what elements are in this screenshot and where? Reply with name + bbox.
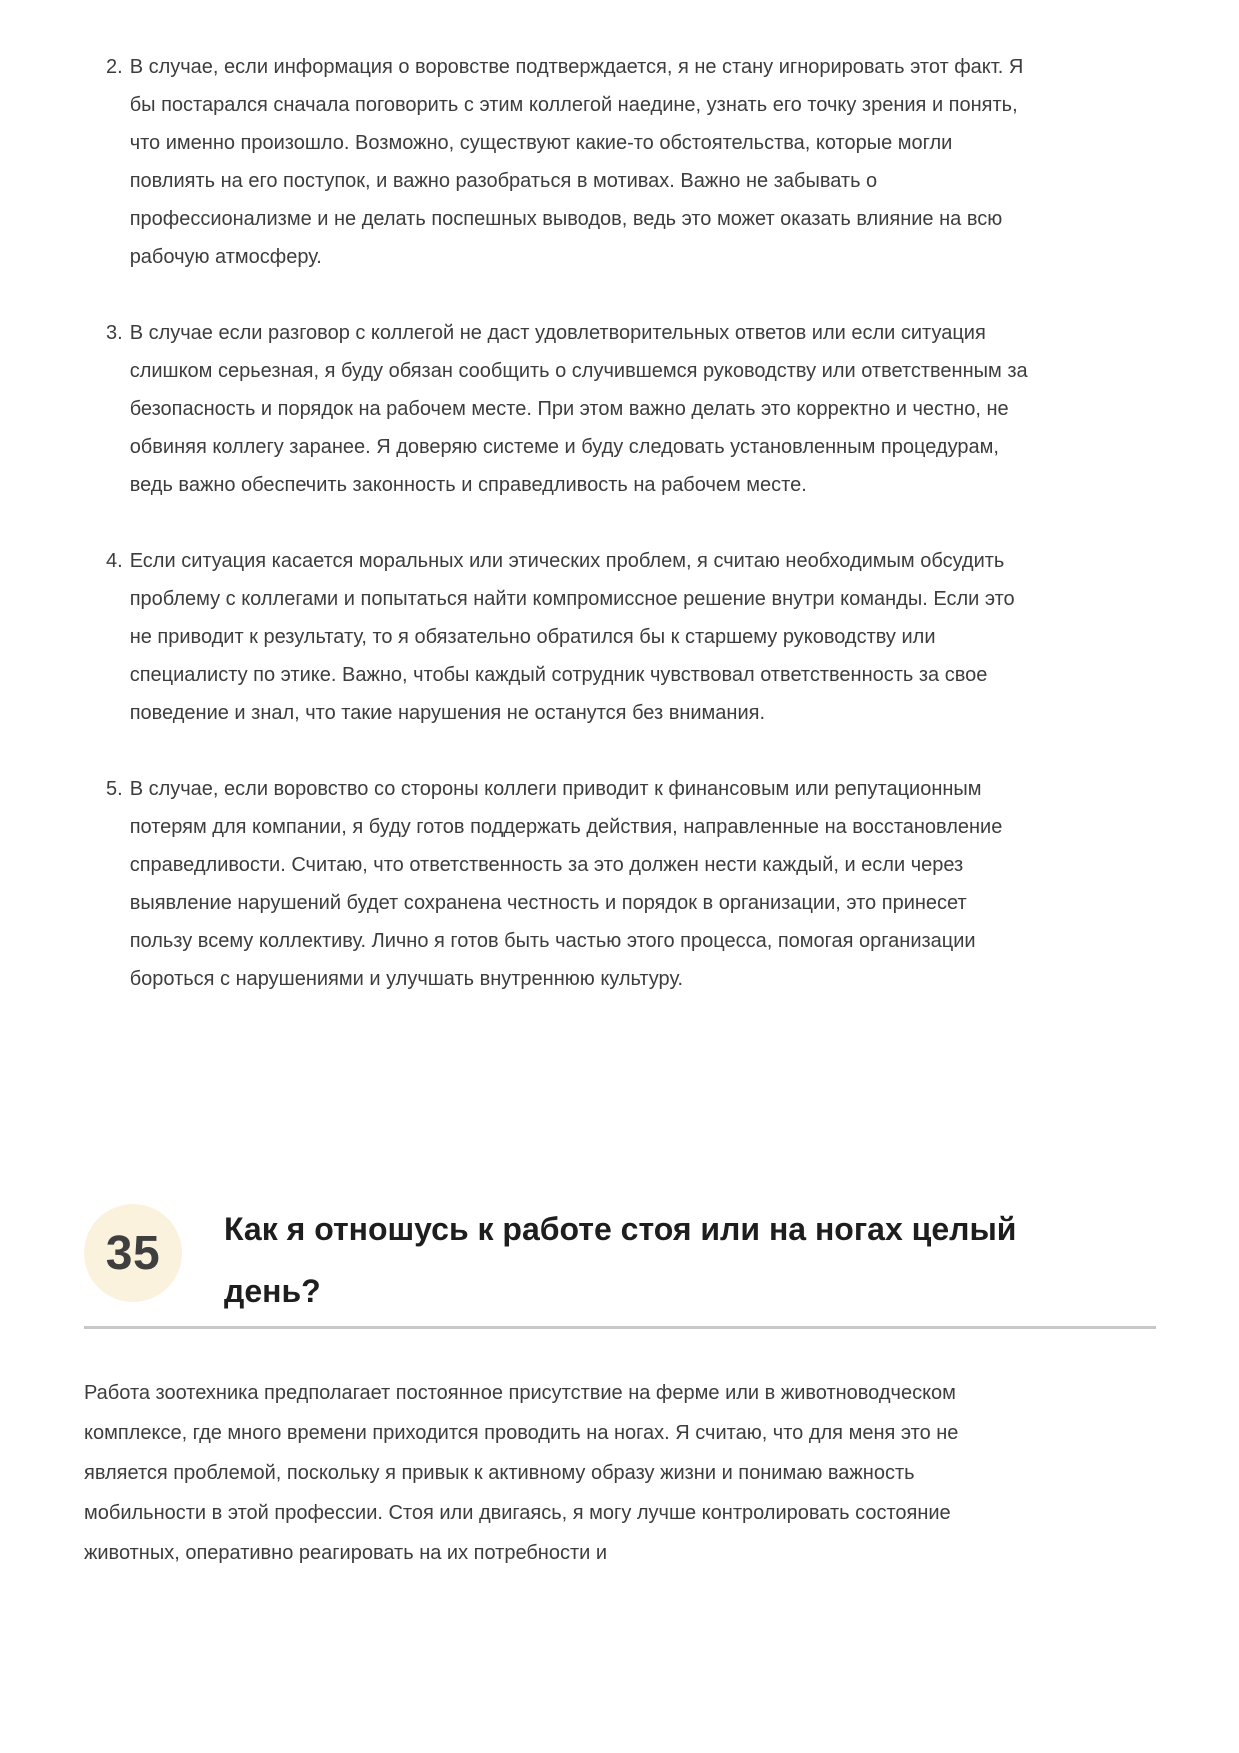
list-item-number: 3. [106, 322, 123, 344]
list-item [84, 48, 1156, 276]
question-header [84, 1198, 1156, 1322]
list-item [84, 770, 1156, 998]
answer-paragraph: Работа зоотехника предполагает постоянное присутствие на ферме или в животноводческом комплексе, где много времени приходится проводить на ногах. Я считаю, что для меня это не является проблемой, поскольку я привык к активному образу жизни и понимаю важность мобильности в этой профессии. Стоя или двигаясь, я могу лучше контролировать состояние животных, оперативно реагировать на их потребности и [84, 1382, 959, 1564]
list-item-text: В случае если разговор с коллегой не даст удовлетворительных ответов или если ситуация слишком серьезная, я буду обязан сообщить о случившемся руководству или ответственным за безопасность и порядок на рабочем месте. При этом важно делать это корректно и честно, не обвиняя коллегу заранее. Я доверяю системе и буду следовать установленным процедурам, ведь важно обеспечить законность и справедливость на рабочем месте. [129, 322, 1028, 496]
list-item-text: Если ситуация касается моральных или этических проблем, я считаю необходимым обсудить проблему с коллегами и попытаться найти компромиссное решение внутри команды. Если это не приводит к результату, то я обязательно обратился бы к старшему руководству или специалисту по этике. Важно, чтобы каждый сотрудник чувствовал ответственность за свое поведение и знал, что такие нарушения не останутся без внимания. [129, 550, 1015, 724]
question-number: 35 [105, 1226, 161, 1280]
list-item [84, 542, 1156, 732]
section-divider [84, 1326, 1156, 1329]
question-title: Как я отношусь к работе стоя или на ногах целый день? [224, 1211, 1017, 1309]
list-item [84, 314, 1156, 504]
list-item-text: В случае, если воровство со стороны коллеги приводит к финансовым или репутационным потерям для компании, я буду готов поддержать действия, направленные на восстановление справедливости. Считаю, что ответственность за это должен нести каждый, и если через выявление нарушений будет сохранена честность и порядок в организации, это принесет пользу всему коллективу. Лично я готов быть частью этого процесса, помогая организации бороться с нарушениями и улучшать внутреннюю культуру. [129, 778, 1003, 990]
numbered-answer-list [84, 48, 1156, 998]
list-item-text: В случае, если информация о воровстве подтверждается, я не стану игнорировать этот факт. Я бы постарался сначала поговорить с этим коллегой наедине, узнать его точку зрения и понять, что именно произошло. Возможно, существуют какие-то обстоятельства, которые могли повлиять на его поступок, и важно разобраться в мотивах. Важно не забывать о профессионализме и не делать поспешных выводов, ведь это может оказать влияние на всю рабочую атмосферу. [129, 56, 1024, 268]
question-number-badge [84, 1204, 182, 1302]
list-item-number: 5. [106, 778, 123, 800]
list-item-number: 4. [106, 550, 123, 572]
list-item-number: 2. [106, 56, 123, 78]
